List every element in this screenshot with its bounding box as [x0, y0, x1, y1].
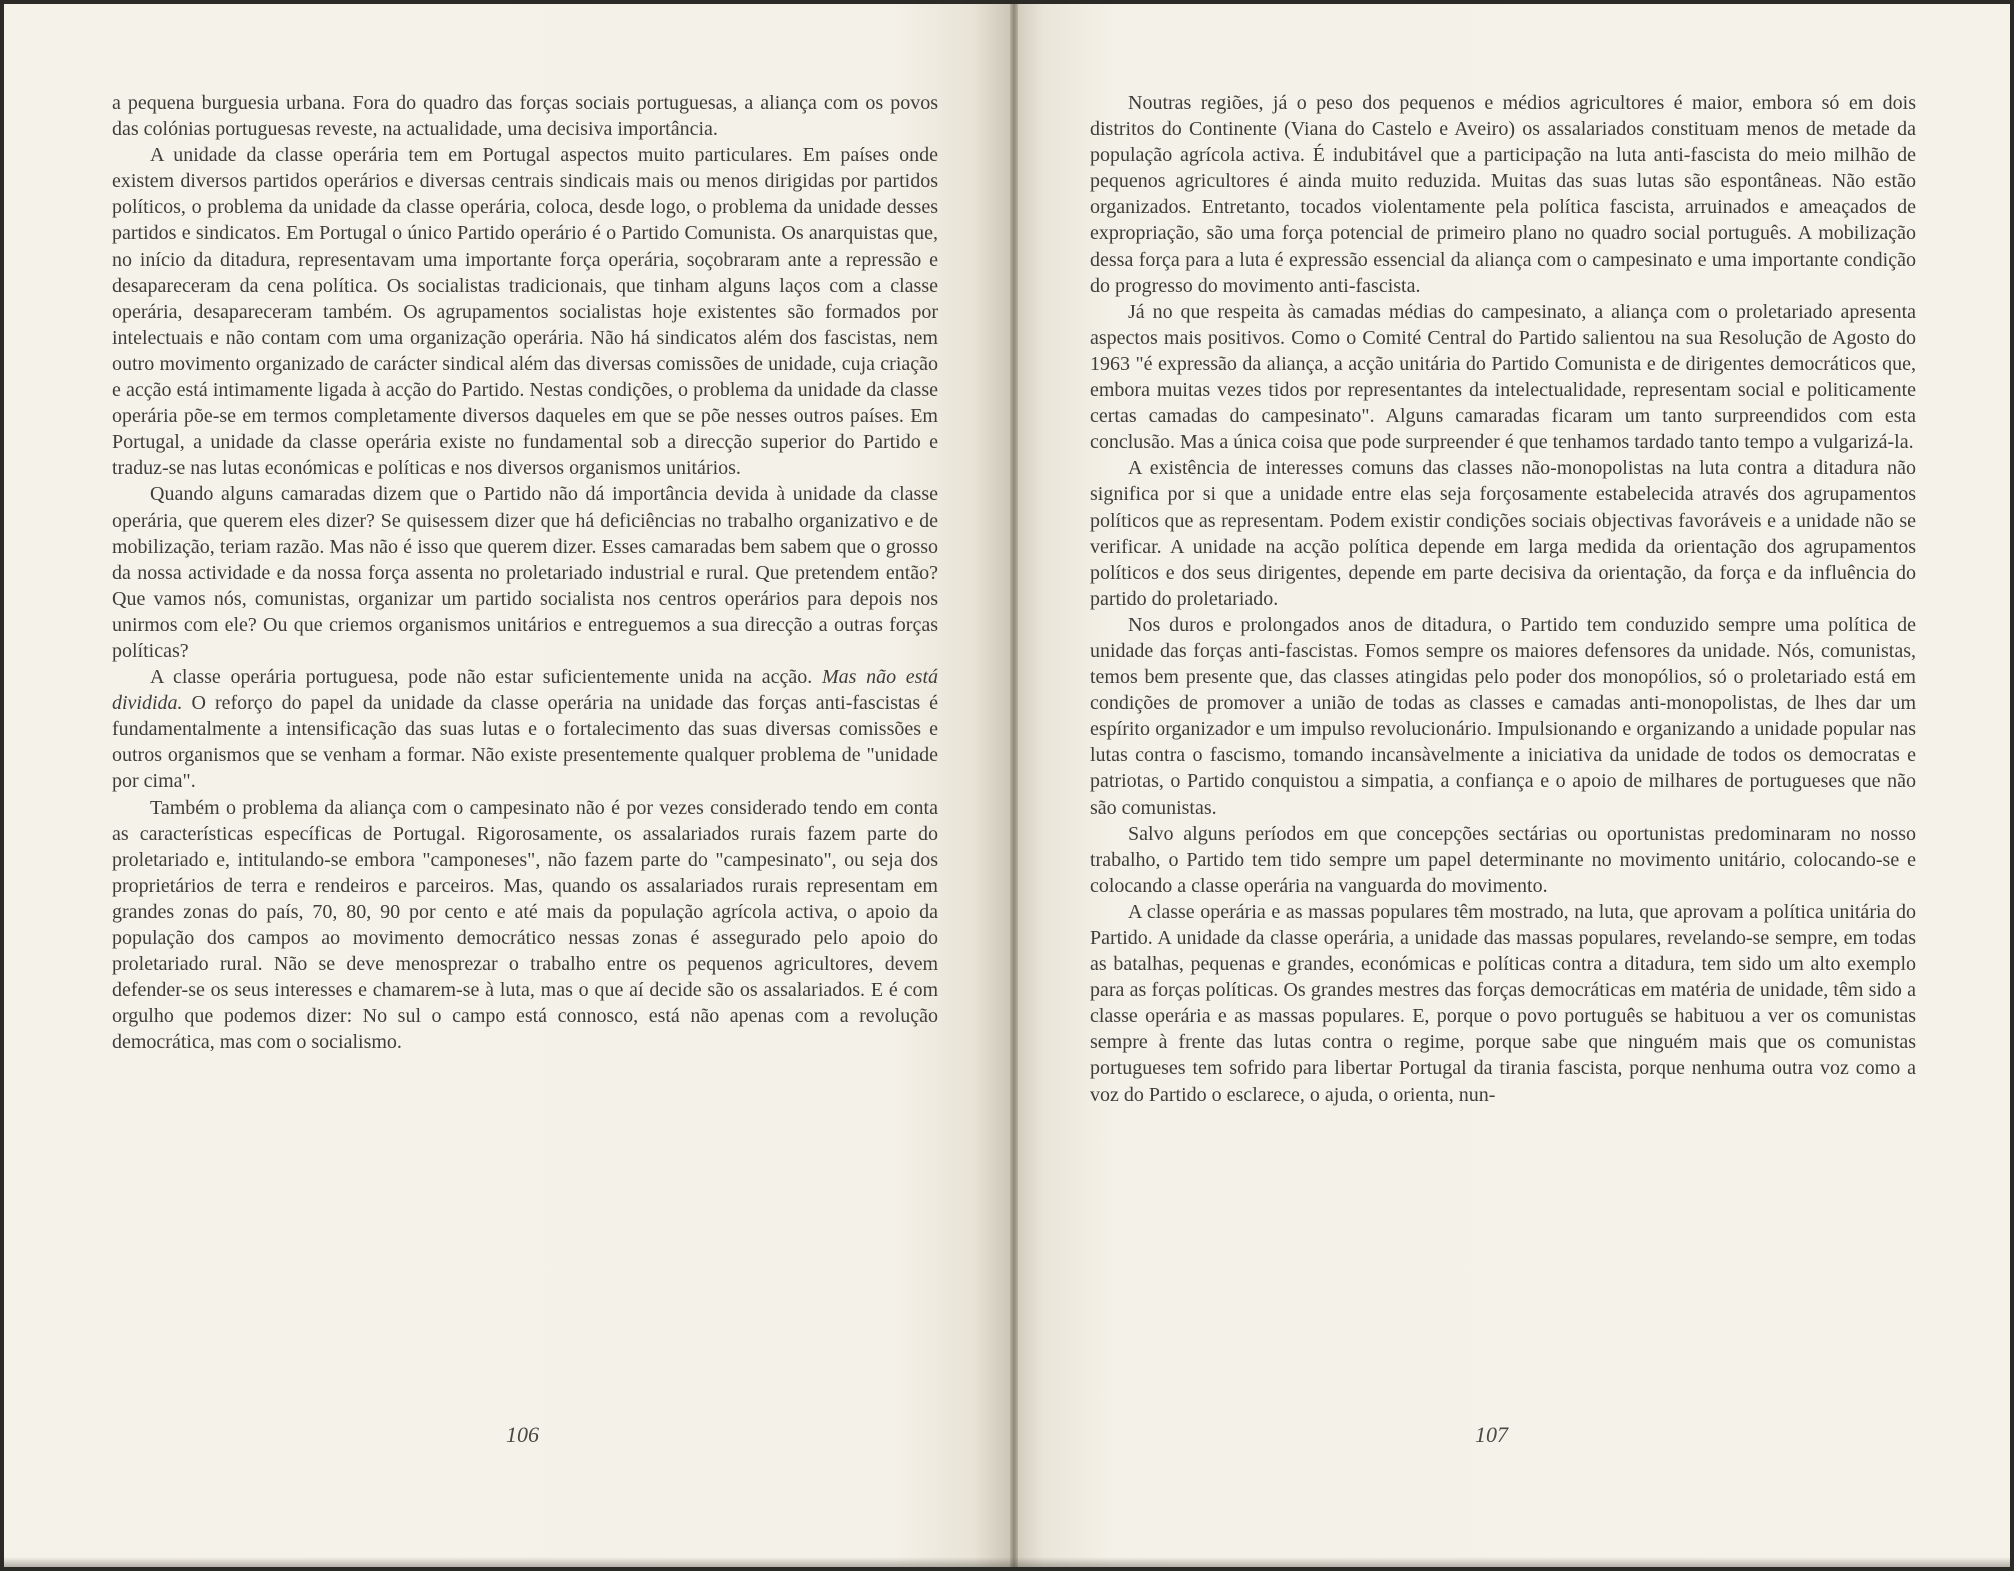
page-bottom-edge	[4, 1557, 2010, 1567]
paragraph-text: a pequena burguesia urbana. Fora do quadro das forças sociais portuguesas, a aliança com os povos das colónias portuguesas reveste, na actualidade, uma decisiva importância.	[112, 92, 938, 141]
paragraph	[112, 664, 938, 794]
paragraph	[1090, 821, 1916, 899]
left-page	[4, 4, 1014, 1567]
paragraph	[1090, 455, 1916, 612]
paragraph-text: A classe operária portuguesa, pode não estar suficientemente unida na acção.	[150, 666, 813, 689]
paragraph-text: Noutras regiões, já o peso dos pequenos e médios agricultores é maior, embora só em dois distritos do Continente (Viana do Castelo e Aveiro) os assalariados constituam menos de metade da população agrícola activa. É indubitável que a participação na luta anti-fascista do meio milhão de pequenos agricultores é ainda muito reduzida. Muitas das suas lutas são espontâneas. Não estão organizados. Entretanto, tocados violentamente pela política fascista, arruinados e ameaçados de expropriação, são uma força potencial de primeiro plano no quadro social português. A mobilização dessa força para a luta é expressão essencial da aliança com o campesinato e uma importante condição do progresso do movimento anti-fascista.	[1090, 92, 1916, 297]
left-page-body	[112, 90, 938, 1055]
paragraph	[112, 481, 938, 664]
paragraph-text: Nos duros e prolongados anos de ditadura, o Partido tem conduzido sempre uma política de unidade das forças anti-fascistas. Fomos sempre os maiores defensores da unidade. Nós, comunistas, temos bem presente que, das classes atingidas pelo poder dos monopólios, só o proletariado está em condições de promover a união de todas as classes e camadas anti-monopolistas, de lhes dar um espírito organizador e um impulso revolucionário. Impulsionando e organizando a unidade popular nas lutas contra o fascismo, tomando incansàvelmente a iniciativa da unidade de todos os democratas e patriotas, o Partido conquistou a simpatia, a confiança e o apoio de milhares de portugueses que não são comunistas.	[1090, 613, 1916, 819]
paragraph	[112, 90, 938, 142]
paragraph	[112, 795, 938, 1056]
page-number-left: 106	[506, 1422, 539, 1447]
paragraph-text: Já no que respeita às camadas médias do campesinato, a aliança com o proletariado apresenta aspectos mais positivos. Como o Comité Central do Partido salientou na sua Resolução de Agosto do 1963 "é expressão da aliança, a acção unitária do Partido Comunista e de dirigentes democráticos que, embora muitas vezes tidos por representantes da intelectualidade, representam social e politicamente certas camadas do campesinato". Alguns camaradas ficaram um tanto surpreendidos com esta conclusão. Mas a única coisa que pode surpreender é que tenhamos tardado tanto tempo a vulgarizá-la.	[1090, 300, 1916, 454]
paragraph-text: Salvo alguns períodos em que concepções sectárias ou oportunistas predominaram no nosso trabalho, o Partido tem tido sempre um papel determinante no movimento unitário, colocando-se e colocando a classe operária na vanguarda do movimento.	[1090, 822, 1916, 897]
paragraph-text: O reforço do papel da unidade da classe operária na unidade das forças anti-fascistas é fundamentalmente a intensificação das suas lutas e o fortalecimento das suas diversas comissões e outros organismos que se venham a formar. Não existe presentemente qualquer problema de "unidade por cima".	[112, 692, 938, 793]
paragraph	[1090, 299, 1916, 456]
paragraph-text: Quando alguns camaradas dizem que o Partido não dá importância devida à unidade da classe operária, que querem eles dizer? Se quisessem dizer que há deficiências no trabalho organizativo e de mobilização, teriam razão. Mas não é isso que querem dizer. Esses camaradas bem sabem que o grosso da nossa actividade e da nossa força assenta no proletariado industrial e rural. Que pretendem então? Que vamos nós, comunistas, organizar um partido socialista nos centros operários para depois nos unirmos com ele? Ou que criemos organismos unitários e entreguemos a sua direcção a outras forças políticas?	[112, 483, 938, 662]
paragraph	[1090, 899, 1916, 1108]
paragraph	[1090, 90, 1916, 299]
emphasized-text: Mas não está dividida.	[112, 666, 939, 715]
paragraph	[112, 142, 938, 481]
right-page-body	[1090, 90, 1916, 1108]
paragraph	[1090, 612, 1916, 821]
right-page	[1014, 4, 2010, 1567]
open-book-spread	[4, 4, 2010, 1567]
paragraph-text: A unidade da classe operária tem em Portugal aspectos muito particulares. Em países onde existem diversos partidos operários e diversas centrais sindicais mais ou menos dirigidas por partidos políticos, o problema da unidade da classe operária, coloca, desde logo, o problema da unidade desses partidos e sindicatos. Em Portugal o único Partido operário é o Partido Comunista. Os anarquistas que, no início da ditadura, representavam uma importante força operária, soçobraram ante a repressão e desapareceram da cena política. Os socialistas tradicionais, que tinham alguns laços com a classe operária, desapareceram também. Os agrupamentos socialistas hoje existentes são formados por intelectuais e não contam com uma organização operária. Não há sindicatos além dos fascistas, nem outro movimento organizado de carácter sindical além das diversas comissões de unidade, cuja criação e acção está intimamente ligada à acção do Partido. Nestas condições, o problema da unidade da classe operária põe-se em termos completamente diversos daqueles em que se põe nesses outros países. Em Portugal, a unidade da classe operária existe no fundamental sob a direcção superior do Partido e traduz-se nas lutas económicas e políticas e nos diversos organismos unitários.	[112, 144, 938, 480]
paragraph-text: A classe operária e as massas populares têm mostrado, na luta, que aprovam a política unitária do Partido. A unidade da classe operária, a unidade das massas populares, revelando-se sempre, em todas as batalhas, pequenas e grandes, económicas e políticas contra a ditadura, tem sido um alto exemplo para as forças políticas. Os grandes mestres das forças democráticas em matéria de unidade, têm sido a classe operária e as massas populares. E, porque o povo português se habituou a ver os comunistas sempre à frente das lutas contra o regime, porque sabe que ninguém mais que os comunistas portugueses tem sofrido para libertar Portugal da tirania fascista, porque nenhuma outra voz como a voz do Partido o esclarece, o ajuda, o orienta, nun-	[1090, 900, 1916, 1106]
page-number-right: 107	[1475, 1422, 1508, 1447]
book-gutter	[1010, 4, 1018, 1567]
paragraph-text: A existência de interesses comuns das classes não-monopolistas na luta contra a ditadura não significa por si que a unidade entre elas seja forçosamente estabelecida através dos agrupamentos políticos que as representam. Podem existir condições sociais objectivas favoráveis e a unidade não se verificar. A unidade na acção política depende em larga medida da orientação dos agrupamentos políticos e dos seus dirigentes, depende em parte decisiva da orientação, da força e da influência do partido do proletariado.	[1090, 457, 1916, 610]
paragraph-text: Também o problema da aliança com o campesinato não é por vezes considerado tendo em conta as características específicas de Portugal. Rigorosamente, os assalariados rurais fazem parte do proletariado e, intitulando-se embora "camponeses", não fazem parte do "campesinato", ou seja dos proprietários de terra e rendeiros e parceiros. Mas, quando os assalariados rurais representam em grandes zonas do país, 70, 80, 90 por cento e até mais da população agrícola activa, o apoio da população dos campos ao movimento democrático nessas zonas é assegurado pelo apoio do proletariado rural. Não se deve menosprezar o trabalho entre os pequenos agricultores, devem defender-se os seus interesses e chamarem-se à luta, mas o que aí decide são os assalariados. E é com orgulho que podemos dizer: No sul o campo está connosco, está não apenas com a revolução democrática, mas com o socialismo.	[112, 796, 938, 1054]
